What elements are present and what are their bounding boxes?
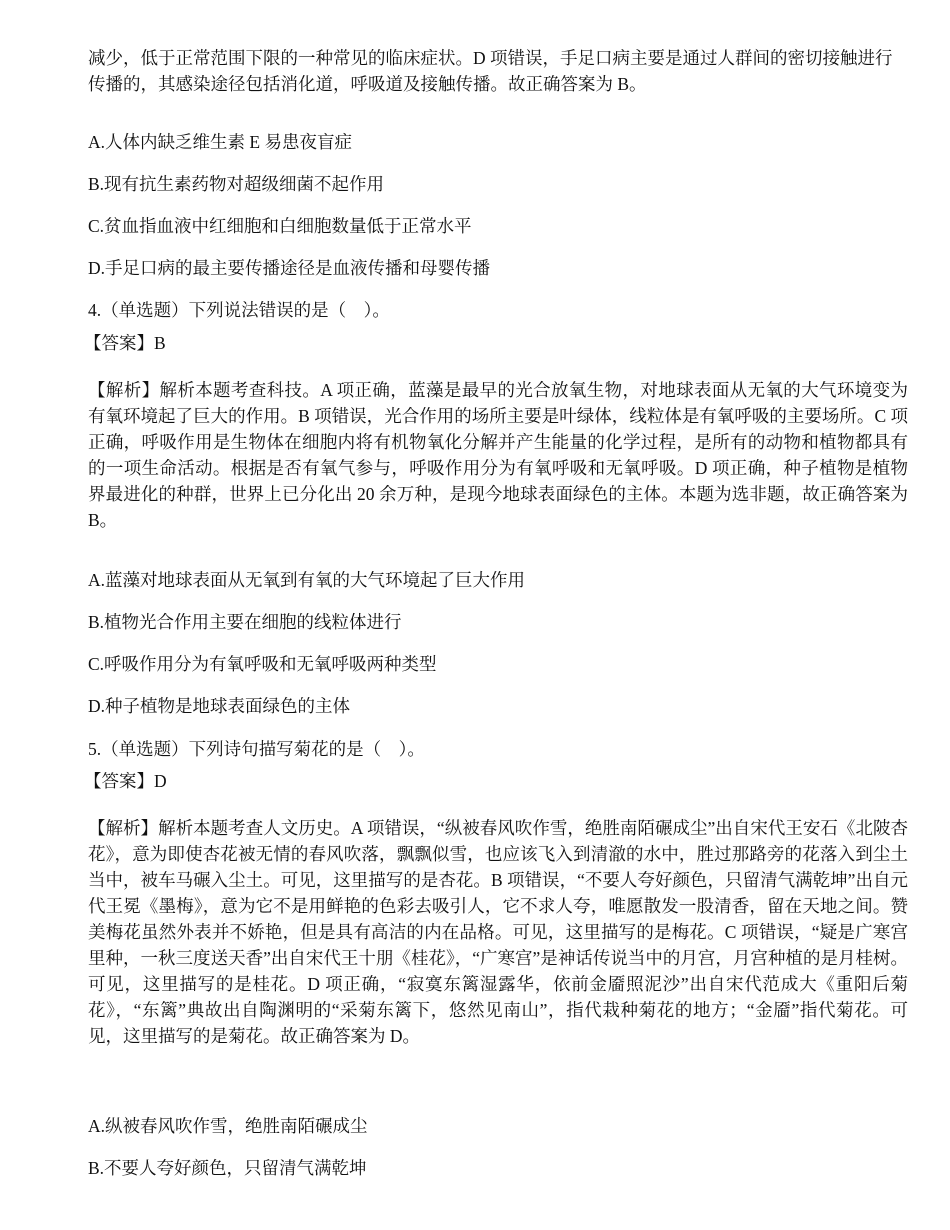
q5-explanation: 【解析】解析本题考查人文历史。A 项错误，“纵被春风吹作雪，绝胜南陌碾成尘”出自宋代王安石《北陂杏花》，意为即使杏花被无情的春风吹落，飘飘似雪，也应该飞入到清澈的水中，胜过那路旁的花落入到尘土当中，被车马碾入尘土。可见，这里描写的是杏花。B 项错误，“不要人夸好颜色，只留清气满乾坤”出自元代王冕《墨梅》，意为它不是用鲜艳的色彩去吸引人，它不求人夸，唯愿散发一股清香，留在天地之间。赞美梅花虽然外表并不娇艳，但是具有高洁的内在品格。可见，这里描写的是梅花。C 项错误，“疑是广寒宫里种，一秋三度送天香”出自宋代王十朋《桂花》，“广寒宫”是神话传说当中的月宫，月宫种植的是月桂树。可见，这里描写的是桂花。D 项正确，“寂寞东篱湿露华，依前金靥照泥沙”出自宋代范成大《重阳后菊花》，“东篱”典故出自陶渊明的“采菊东篱下，悠然见南山”，指代栽种菊花的地方；“金靥”指代菊花。可见，这里描写的是菊花。故正确答案为 D。 <box>88 818 908 1046</box>
q3-option-b: B.现有抗生素药物对超级细菌不起作用 <box>88 174 385 194</box>
q4-answer: 【答案】B <box>84 333 166 353</box>
previous-explanation-continuation: 减少，低于正常范围下限的一种常见的临床症状。D 项错误，手足口病主要是通过人群间的密切接触进行传播的，其感染途径包括消化道，呼吸道及接触传播。故正确答案为 B。 <box>88 48 893 94</box>
q5-option-a: A.纵被春风吹作雪，绝胜南陌碾成尘 <box>88 1116 368 1136</box>
q5-question: 5.（单选题）下列诗句描写菊花的是（ ）。 <box>88 739 425 759</box>
q4-option-d: D.种子植物是地球表面绿色的主体 <box>88 696 351 716</box>
q4-option-a: A.蓝藻对地球表面从无氧到有氧的大气环境起了巨大作用 <box>88 570 526 590</box>
q3-option-a: A.人体内缺乏维生素 E 易患夜盲症 <box>88 132 352 152</box>
q3-option-d: D.手足口病的最主要传播途径是血液传播和母婴传播 <box>88 258 491 278</box>
q4-option-b: B.植物光合作用主要在细胞的线粒体进行 <box>88 612 402 632</box>
q4-question: 4.（单选题）下列说法错误的是（ ）。 <box>88 300 390 320</box>
q4-explanation: 【解析】解析本题考查科技。A 项正确，蓝藻是最早的光合放氧生物，对地球表面从无氧的大气环境变为有氧环境起了巨大的作用。B 项错误，光合作用的场所主要是叶绿体，线粒体是有氧呼吸的主要场所。C 项正确，呼吸作用是生物体在细胞内将有机物氧化分解并产生能量的化学过程，是所有的动物和植物都具有的一项生命活动。根据是否有氧气参与，呼吸作用分为有氧呼吸和无氧呼吸。D 项正确，种子植物是植物界最进化的种群，世界上已分化出 20 余万种，是现今地球表面绿色的主体。本题为选非题，故正确答案为 B。 <box>88 380 908 530</box>
q4-option-c: C.呼吸作用分为有氧呼吸和无氧呼吸两种类型 <box>88 654 437 674</box>
q5-option-b: B.不要人夸好颜色，只留清气满乾坤 <box>88 1158 367 1178</box>
q5-answer: 【答案】D <box>84 771 167 791</box>
q3-option-c: C.贫血指血液中红细胞和白细胞数量低于正常水平 <box>88 216 472 236</box>
